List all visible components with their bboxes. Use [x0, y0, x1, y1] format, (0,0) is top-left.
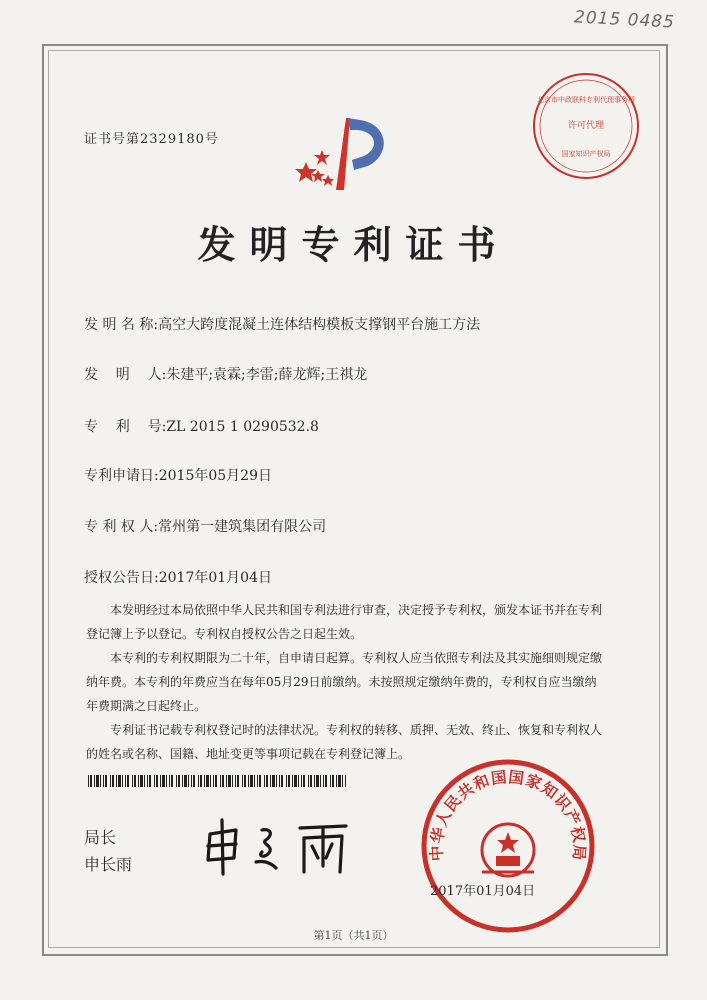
svg-text:北京市中政联科专利代理事务所: 北京市中政联科专利代理事务所	[537, 96, 635, 104]
body-paragraph: 专利证书记载专利权登记时的法律状况。专利权的转移、质押、无效、终止、恢复和专利权人的姓名或名称、国籍、地址变更等事项记载在专利登记簿上。	[86, 723, 603, 761]
national-emblem-icon	[482, 824, 534, 876]
svg-text:中华人民共和国国家知识产权局: 中华人民共和国国家知识产权局	[427, 768, 589, 862]
cnipa-logo-icon	[288, 110, 406, 200]
application-date-label: 专利申请日:	[84, 468, 159, 484]
invention-name-value: 高空大跨度混凝土连体结构模板支撑钢平台施工方法	[158, 317, 481, 333]
patent-number-row	[84, 416, 319, 436]
patentee-value: 常州第一建筑集团有限公司	[158, 519, 327, 535]
grant-date-value: 2017年01月04日	[158, 570, 272, 586]
body-paragraph: 本发明经过本局依照中华人民共和国专利法进行审查，决定授予专利权，颁发本证书并在专利登记簿上予以登记。专利权自授权公告之日起生效。	[86, 603, 603, 641]
signature-name: 申长雨	[84, 855, 133, 874]
official-seal	[420, 758, 596, 934]
signature-title: 局长	[84, 828, 117, 847]
svg-text:许可代理: 许可代理	[567, 121, 605, 131]
inventor-label: 发 明 人:	[84, 367, 167, 383]
grant-date-row	[84, 567, 272, 587]
patentee-label: 专 利 权 人:	[84, 519, 159, 535]
certificate-body-text	[86, 598, 606, 766]
inventor-row	[84, 364, 367, 384]
seal-date: 2017年01月04日	[430, 884, 536, 899]
barcode	[88, 775, 348, 787]
patent-number-label: 专 利 号:	[84, 419, 167, 435]
invention-name-row	[84, 314, 480, 334]
patentee-row	[84, 516, 326, 536]
handwritten-signature	[196, 808, 356, 880]
svg-text:国家知识产权局: 国家知识产权局	[561, 150, 611, 158]
body-paragraph: 本专利的专利权期限为二十年，自申请日起算。专利权人应当依照专利法及其实施细则规定缴纳年费。本专利的年费应当在每年05月29日前缴纳。未按照规定缴纳年费的，专利权自应当缴纳年费期满之日起终止。	[86, 651, 603, 713]
agency-stamp	[530, 70, 642, 182]
certificate-number: 证书号第2329180号	[84, 132, 219, 147]
application-date-value: 2015年05月29日	[158, 468, 272, 484]
grant-date-label: 授权公告日:	[84, 570, 159, 586]
handwritten-archive-number: 2015 0485	[573, 7, 676, 33]
application-date-row	[84, 465, 272, 485]
page-footer: 第1页（共1页）	[313, 929, 394, 942]
certificate-title: 发明专利证书	[197, 222, 510, 267]
patent-number-value: ZL 2015 1 0290532.8	[166, 419, 319, 435]
invention-name-label: 发 明 名 称:	[84, 317, 159, 333]
inventor-value: 朱建平;袁霖;李雷;薛龙辉;王祺龙	[166, 367, 368, 383]
